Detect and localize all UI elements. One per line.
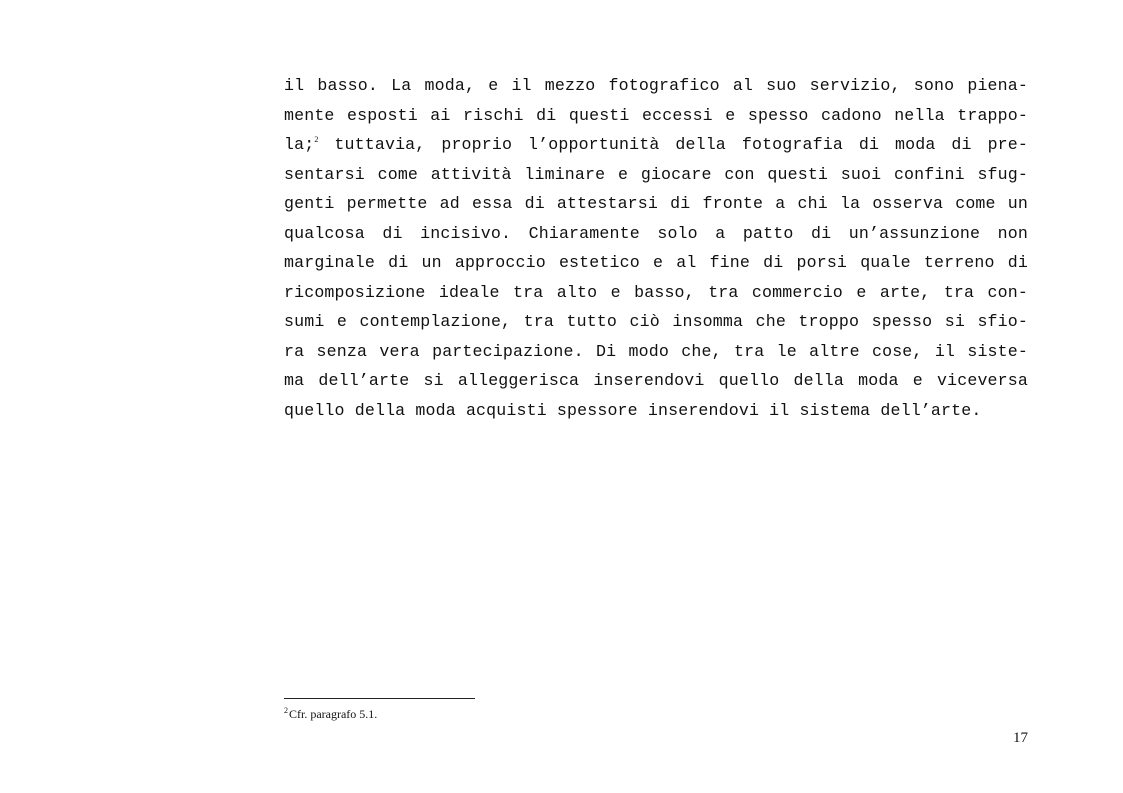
text-line-1: il basso. La moda, e il mezzo fotografico al suo servizio, sono piena- <box>284 76 1028 95</box>
footnote-separator <box>284 698 475 699</box>
footnote-text: Cfr. paragrafo 5.1. <box>289 707 378 721</box>
text-line-7: marginale di un approccio estetico e al fine di porsi quale terreno di <box>284 253 1028 272</box>
footnote-mark: 2 <box>284 706 288 715</box>
footnote-reference[interactable]: 2 <box>314 135 319 144</box>
text-line-3 <box>284 130 1028 160</box>
text-line-3-start: la; <box>284 135 315 154</box>
text-line-9: sumi e contemplazione, tra tutto ciò insomma che troppo spesso si sfio- <box>284 312 1028 331</box>
text-line-2: mente esposti ai rischi di questi eccessi e spesso cadono nella trappo- <box>284 105 1028 125</box>
text-line-4: sentarsi come attività liminare e giocare con questi suoi confini sfug- <box>284 164 1028 184</box>
text-line-3-end: tuttavia, proprio l’opportunità della fotografia di moda di pre- <box>318 135 1028 154</box>
page-number: 17 <box>1013 730 1028 746</box>
body-paragraph <box>284 71 1028 425</box>
text-line-6: qualcosa di incisivo. Chiaramente solo a patto di un’assunzione non <box>284 223 1028 243</box>
text-line-11: ma dell’arte si alleggerisca inserendovi quello della moda e viceversa <box>284 371 1028 390</box>
text-line-8: ricomposizione ideale tra alto e basso, tra commercio e arte, tra con- <box>284 282 1028 302</box>
text-line-5: genti permette ad essa di attestarsi di fronte a chi la osserva come un <box>284 194 1028 213</box>
text-line-10: ra senza vera partecipazione. Di modo che, tra le altre cose, il siste- <box>284 341 1028 361</box>
footnote <box>284 706 377 722</box>
text-line-12: quello della moda acquisti spessore inserendovi il sistema dell’arte. <box>284 400 982 420</box>
